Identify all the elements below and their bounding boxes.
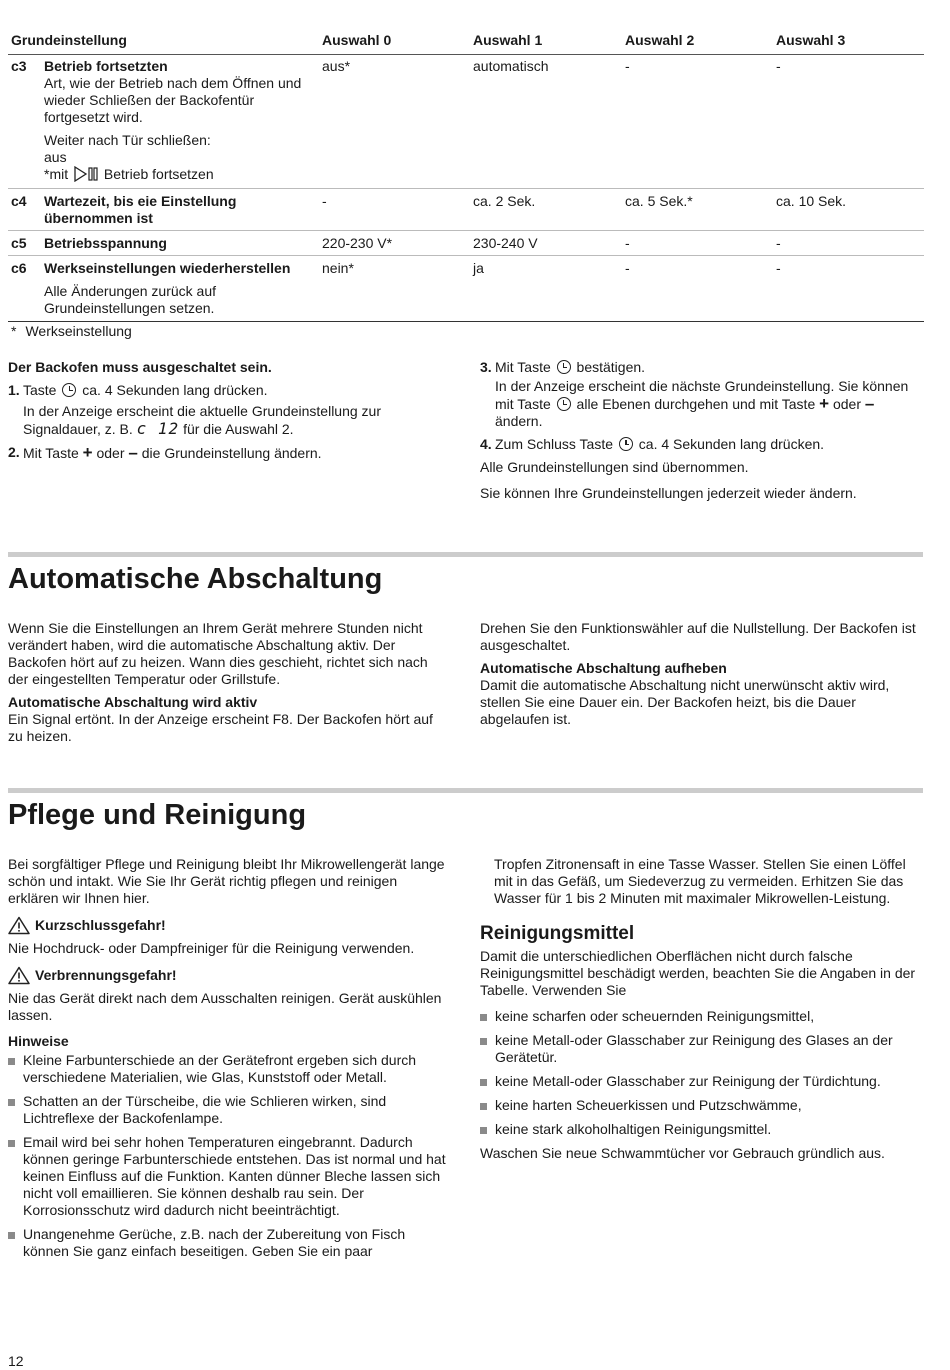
clock-icon [619, 437, 633, 451]
row-text: Alle Änderungen zurück auf Grundeinstellungen setzen. [44, 283, 216, 316]
list-item: Unangenehme Gerüche, z.B. nach der Zubereitung von Fisch können Sie ganz einfach beseitigen. Geben Sie ein paar [8, 1226, 448, 1260]
steps-left-column [8, 359, 438, 462]
step-text: Mit Taste [23, 445, 79, 461]
row-value: - [776, 235, 781, 251]
row-code: c4 [11, 193, 27, 209]
minus-icon: – [864, 394, 875, 413]
warning-icon [8, 966, 30, 985]
warning-burn [8, 966, 448, 985]
table-row [8, 231, 924, 256]
list-item: Schatten an der Türscheibe, die wie Schlieren wirken, sind Lichtreflexe der Backofenlampe. [8, 1093, 448, 1127]
section-divider [8, 552, 923, 557]
auto-off-right-text: Drehen Sie den Funktionswähler auf die Nullstellung. Der Backofen ist ausgeschaltet. [480, 620, 916, 653]
footnote-text: Werkseinstellung [25, 323, 132, 339]
row-value: nein* [322, 260, 354, 276]
step-text: ca. 4 Sekunden lang drücken. [82, 382, 268, 398]
row-value: ca. 5 Sek.* [625, 193, 693, 209]
row-description [44, 260, 319, 317]
cleaners-intro: Damit die unterschiedlichen Oberflächen nicht durch falsche Reinigungsmittel beschädigt werden, beachten Sie die Angaben in der Tabelle. Verwenden Sie [480, 948, 916, 998]
step-3 [480, 359, 920, 430]
warning-title: Kurzschlussgefahr! [35, 917, 166, 933]
step-text: die Grundeinstellung ändern. [141, 445, 322, 461]
row-value: ja [473, 260, 484, 276]
row-description [44, 58, 319, 183]
steps-right-column [480, 359, 920, 502]
row-value: aus* [322, 58, 351, 74]
clock-icon [557, 397, 571, 411]
step-text: Mit Taste [495, 359, 551, 375]
step-text: In der Anzeige erscheint die aktuelle Grundeinstellung zur Signaldauer, z. B. [23, 403, 381, 437]
row-extra [44, 132, 319, 183]
step-number: 2. [8, 444, 20, 460]
row-title: Werkseinstellungen wiederherstellen [44, 260, 291, 276]
header-option-1: Auswahl 1 [473, 32, 543, 48]
care-intro: Bei sorgfältiger Pflege und Reinigung bleibt Ihr Mikrowellengerät lange schön und intakt. Wie Sie Ihr Gerät richtig pflegen und reinigen erklären wir Ihnen hier. [8, 856, 445, 906]
header-option-3: Auswahl 3 [776, 32, 846, 48]
step-number: 4. [480, 436, 492, 452]
table-row [8, 55, 924, 189]
step-text: bestätigen. [576, 359, 646, 375]
section-title-care: Pflege und Reinigung [8, 799, 307, 831]
auto-off-intro: Wenn Sie die Einstellungen an Ihrem Gerät mehrere Stunden nicht verändert haben, wird die automatische Abschaltung aktiv. Der Backofen hört auf zu heizen. Wann dies geschieht, richtet sich nach der eingestellten Temperatur oder Grillstufe. [8, 620, 428, 687]
notes-list [8, 1052, 448, 1260]
step-text: In der Anzeige erscheint die nächste Grundeinstellung. Sie können mit Taste [495, 378, 909, 412]
row-value: - [625, 58, 630, 74]
warning-text: Nie Hochdruck- oder Dampfreiniger für die Reinigung verwenden. [8, 940, 415, 956]
footnote-mark: * [11, 323, 17, 339]
step-text: Zum Schluss Taste [495, 436, 614, 452]
warning-icon [8, 916, 30, 935]
steps-intro: Der Backofen muss ausgeschaltet sein. [8, 359, 272, 375]
step-text: für die Auswahl 2. [183, 421, 294, 437]
auto-off-right-column [480, 620, 925, 728]
care-left-column [8, 856, 448, 1267]
plus-icon: + [82, 443, 93, 462]
warning-short-circuit [8, 916, 448, 935]
section-divider [8, 788, 923, 793]
header-setting: Grundeinstellung [11, 32, 127, 48]
row-code: c5 [11, 235, 27, 251]
table-row [8, 256, 924, 322]
row-value: - [625, 260, 630, 276]
list-item: keine scharfen oder scheuernden Reinigungsmittel, [480, 1008, 922, 1025]
row-value: - [322, 193, 327, 209]
row-extra-line: Weiter nach Tür schließen: [44, 132, 211, 148]
row-value: ca. 10 Sek. [776, 193, 847, 209]
notes-continued: Tropfen Zitronensaft in eine Tasse Wasser. Stellen Sie einen Löffel mit in das Gefäß, um Siedeverzug zu vermeiden. Erhitzen Sie das Wasser für 1 bis 2 Minuten mit maximaler Mikrowellen-Leistung. [494, 856, 906, 906]
list-item: keine stark alkoholhaltigen Reinigungsmittel. [480, 1121, 922, 1138]
auto-off-active-heading: Automatische Abschaltung wird aktiv [8, 694, 258, 710]
cleaners-heading: Reinigungsmittel [480, 923, 635, 944]
list-item: keine Metall-oder Glasschaber zur Reinigung der Türdichtung. [480, 1073, 922, 1090]
header-option-2: Auswahl 2 [625, 32, 695, 48]
start-pause-icon [72, 166, 100, 182]
step-text: ändern. [495, 413, 543, 429]
warning-title: Verbrennungsgefahr! [35, 967, 177, 983]
list-item: keine harten Scheuerkissen und Putzschwämme, [480, 1097, 922, 1114]
row-title: Betriebsspannung [44, 235, 167, 251]
list-item: keine Metall-oder Glasschaber zur Reinigung des Glases an der Gerätetür. [480, 1032, 922, 1066]
settings-table [8, 29, 924, 322]
row-value: - [776, 58, 781, 74]
row-extra-line [44, 166, 319, 183]
row-description [44, 235, 319, 252]
step-text: oder [832, 396, 861, 412]
row-value: 220-230 V* [322, 235, 393, 251]
display-readout: c 12 [136, 419, 180, 438]
notes-heading: Hinweise [8, 1033, 69, 1049]
row-code: c6 [11, 260, 27, 276]
row-extra-suffix: Betrieb fortsetzen [103, 166, 214, 182]
auto-off-cancel-text: Damit die automatische Abschaltung nicht unerwünscht aktiv wird, stellen Sie eine Dauer ein. Der Backofen heizt, bis die Dauer abgelaufen ist. [480, 677, 890, 727]
step-text: Taste [23, 382, 57, 398]
list-item: Email wird bei sehr hohen Temperaturen eingebrannt. Dadurch können geringe Farbunterschiede entstehen. Das ist normal und hat keinen Einfluss auf die Funktion. Kanten dünner Bleche lassen sich nicht voll emaillieren. Sie können deshalb rau sein. Der Korrosionsschutz wird dadurch nicht beeinträchtigt. [8, 1134, 448, 1219]
plus-icon: + [819, 394, 830, 413]
table-footnote [11, 323, 132, 340]
row-title: Wartezeit, bis eie Einstellung übernommen ist [44, 193, 237, 226]
table-header [8, 29, 924, 55]
row-extra-line: aus [44, 149, 67, 165]
step-text: ca. 4 Sekunden lang drücken. [638, 436, 825, 452]
minus-icon: – [128, 443, 138, 462]
auto-off-active-text: Ein Signal ertönt. In der Anzeige erscheint F8. Der Backofen hört auf zu heizen. [8, 711, 433, 744]
sponge-note: Waschen Sie neue Schwammtücher vor Gebrauch gründlich aus. [480, 1145, 885, 1161]
list-item: Kleine Farbunterschiede an der Gerätefront ergeben sich durch verschiedene Materialien, wie Glas, Kunststoff oder Metall. [8, 1052, 448, 1086]
step-1 [8, 382, 438, 438]
step-4 [480, 436, 920, 453]
auto-off-cancel-heading: Automatische Abschaltung aufheben [480, 660, 727, 676]
row-code: c3 [11, 58, 27, 74]
step-number: 1. [8, 382, 20, 398]
step-2 [8, 444, 438, 462]
care-right-column [480, 856, 922, 1162]
row-extra-prefix: *mit [44, 166, 69, 182]
step-text: oder [96, 445, 125, 461]
header-option-0: Auswahl 0 [322, 32, 392, 48]
clock-icon [557, 360, 571, 374]
warning-text: Nie das Gerät direkt nach dem Ausschalten reinigen. Gerät auskühlen lassen. [8, 990, 442, 1023]
row-title: Betrieb fortsetzten [44, 58, 168, 74]
row-value: automatisch [473, 58, 549, 74]
steps-anytime: Sie können Ihre Grundeinstellungen jederzeit wieder ändern. [480, 485, 857, 501]
clock-icon [62, 383, 76, 397]
row-text: Art, wie der Betrieb nach dem Öffnen und wieder Schließen der Backofentür fortgesetzt wird. [44, 75, 302, 125]
step-number: 3. [480, 359, 492, 375]
row-value: 230-240 V [473, 235, 538, 251]
step-text: alle Ebenen durchgehen und mit Taste [576, 396, 816, 412]
section-title-auto-off: Automatische Abschaltung [8, 563, 383, 595]
page-number: 12 [8, 1353, 24, 1369]
table-row [8, 189, 924, 231]
row-value: - [776, 260, 781, 276]
row-description [44, 193, 306, 227]
auto-off-left-column [8, 620, 440, 745]
row-value: - [625, 235, 630, 251]
row-value: ca. 2 Sek. [473, 193, 536, 209]
cleaners-list [480, 1008, 922, 1138]
steps-done: Alle Grundeinstellungen sind übernommen. [480, 459, 749, 475]
